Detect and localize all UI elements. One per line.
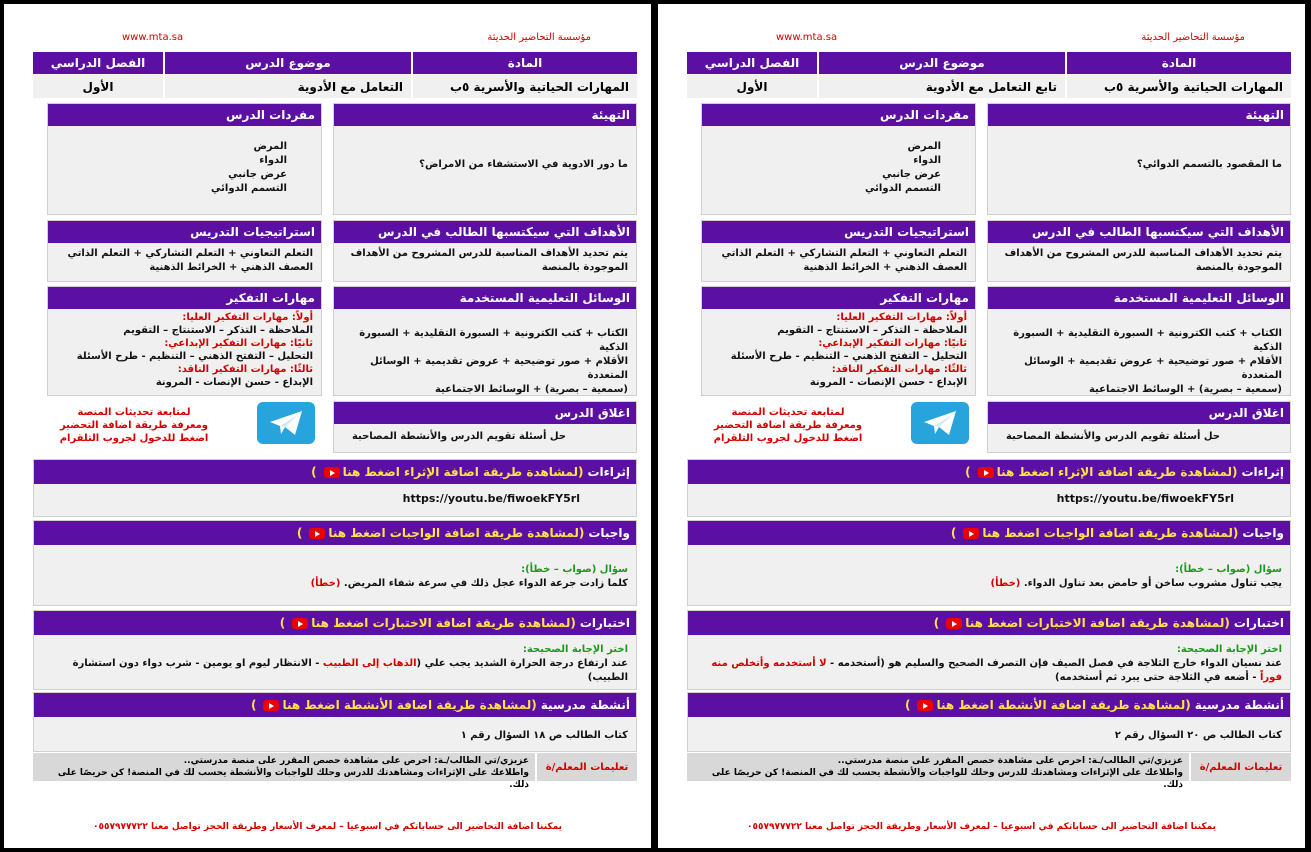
closing-box xyxy=(333,401,637,453)
term-value: الأول xyxy=(687,74,817,98)
tools-box xyxy=(987,286,1291,396)
vocab-item: الدواء xyxy=(259,155,287,166)
thinking-text: الإبداع - حسن الإنصات - المرونة xyxy=(809,377,967,388)
subject-value: المهارات الحياتية والأسرية ٥ب xyxy=(1067,74,1291,98)
thinking-title: مهارات التفكير xyxy=(48,287,321,309)
warmup-text: ما دور الادوية في الاستشفاء من الامراض؟ xyxy=(419,159,628,170)
closing-text: حل أسئلة تقويم الدرس والأنشطة المصاحبة xyxy=(351,431,566,442)
telegram-icon[interactable] xyxy=(911,402,969,444)
vocab-box xyxy=(47,103,322,215)
tests-question-a: عند نسيان الدواء خارج الثلاجة في فصل الصيف فإن التصرف الصحيح والسليم هو (أستخدمه - xyxy=(826,658,1282,669)
thinking-box xyxy=(47,286,322,396)
tests-title: اختبارات xyxy=(1233,616,1284,630)
thinking-text: التحليل – التفتح الذهني – التنظيم - طرح الأسئلة xyxy=(730,351,967,362)
topic-value: تابع التعامل مع الأدوية xyxy=(819,74,1065,98)
warmup-title: التهيئة xyxy=(334,104,636,126)
homework-link-close: ) xyxy=(296,526,303,540)
teacher-notes-line: واطلاعك على الإثراءات ومشاهدتك للدرس وحلك للواجبات والأنشطة يحسب لك في المنصة! كن حريصًا على ذلك. xyxy=(711,768,1183,790)
tools-box xyxy=(333,286,637,396)
telegram-promo[interactable] xyxy=(698,406,878,445)
tools-title: الوسائل التعليمية المستخدمة xyxy=(988,287,1290,309)
objectives-title: الأهداف التي سيكتسبها الطالب في الدرس xyxy=(334,221,636,243)
thinking-heading: ثالثًا: مهارات التفكير الناقد: xyxy=(177,364,313,375)
activities-link-close: ) xyxy=(250,698,257,712)
thinking-heading: أولاً: مهارات التفكير العليا: xyxy=(836,312,967,323)
objectives-text: يتم تحديد الأهداف المناسبة للدرس المشروح من الأهداف الموجودة بالمنصة xyxy=(350,248,628,273)
homework-question: كلما زادت جرعة الدواء عجل ذلك في سرعة شفاء المريض. xyxy=(343,578,628,589)
vocab-item: التسمم الدوائي xyxy=(865,183,941,194)
teacher-notes-line: عزيزي/تي الطالب/ـة: احرص على مشاهدة حصص المقرر على منصة مدرستي.. xyxy=(183,756,529,766)
youtube-icon[interactable] xyxy=(324,467,340,478)
vocab-title: مفردات الدرس xyxy=(702,104,975,126)
tests-title: اختبارات xyxy=(579,616,630,630)
homework-howto-link[interactable]: (لمشاهدة طريقة اضافة الواجبات اضغط هنا xyxy=(328,526,585,540)
homework-answer: (خطأ) xyxy=(310,578,341,589)
tests-question-label: اختر الإجابة الصحيحة: xyxy=(522,644,628,655)
youtube-icon[interactable] xyxy=(917,700,933,711)
strategies-title: استراتيجيات التدريس xyxy=(702,221,975,243)
tests-question-c: - أضعه في الثلاجة حتى يبرد ثم أستخدمه) xyxy=(1055,672,1260,683)
tests-correct-answer: لا أستخدمه وأتخلص منه فوراً xyxy=(711,658,1282,683)
thinking-text: التحليل – التفتح الذهني – التنظيم - طرح الأسئلة xyxy=(76,351,313,362)
strategies-line: العصف الذهني + الخرائط الذهنية xyxy=(803,262,967,273)
objectives-box xyxy=(333,220,637,282)
lesson-meta-table xyxy=(33,52,637,98)
youtube-icon[interactable] xyxy=(978,467,994,478)
strategies-line: التعلم التعاوني + التعلم التشاركي + التعلم الذاتي xyxy=(67,248,313,259)
tools-title: الوسائل التعليمية المستخدمة xyxy=(334,287,636,309)
activities-box xyxy=(687,692,1291,752)
subject-value: المهارات الحياتية والأسرية ٥ب xyxy=(413,74,637,98)
warmup-text: ما المقصود بالتسمم الدوائي؟ xyxy=(1136,159,1282,170)
activities-title: أنشطة مدرسية xyxy=(540,698,630,712)
thinking-heading: ثانيًا: مهارات التفكير الإبداعي: xyxy=(818,338,967,349)
tools-line: الأقلام + صور توضيحية + عروض تقديمية + الوسائل المتعددة xyxy=(1024,356,1282,381)
enrich-howto-link[interactable]: (لمشاهدة طريقة اضافة الإثراء اضغط هنا xyxy=(996,465,1238,479)
homework-question: يجب تناول مشروب ساخن أو حامض بعد تناول الدواء. xyxy=(1023,578,1282,589)
thinking-heading: ثانيًا: مهارات التفكير الإبداعي: xyxy=(164,338,313,349)
activities-box xyxy=(33,692,637,752)
youtube-icon[interactable] xyxy=(309,528,325,539)
lesson-page xyxy=(658,4,1305,848)
teacher-notes-label: تعليمات المعلم/ة xyxy=(1191,753,1291,781)
term-label: الفصل الدراسي xyxy=(33,52,163,74)
warmup-box xyxy=(987,103,1291,215)
promo-line: ومعرفة طريقة اضافة التحضير xyxy=(59,420,209,431)
enrich-title: إثراءات xyxy=(587,465,630,479)
activities-link-close: ) xyxy=(904,698,911,712)
thinking-text: الملاحظة – التذكر – الاستنتاج – التقويم xyxy=(123,325,313,336)
thinking-title: مهارات التفكير xyxy=(702,287,975,309)
enrich-url[interactable]: https://youtu.be/fiwoekFY5rl xyxy=(402,492,580,505)
vocab-item: المرض xyxy=(907,141,941,152)
subject-label: المادة xyxy=(1067,52,1291,74)
tests-box xyxy=(33,610,637,690)
paper-plane-icon xyxy=(269,410,303,436)
promo-line: لمتابعة تحديثات المنصة xyxy=(731,407,845,418)
vocab-item: المرض xyxy=(253,141,287,152)
tools-line: (سمعية – بصرية) + الوسائط الاجتماعية xyxy=(434,384,628,395)
promo-line: اضغط للدخول لجروب التلقرام xyxy=(713,433,863,444)
vocab-item: التسمم الدوائي xyxy=(211,183,287,194)
enrich-url[interactable]: https://youtu.be/fiwoekFY5rl xyxy=(1056,492,1234,505)
activities-text: كتاب الطالب ص ١٨ السؤال رقم ١ xyxy=(460,730,628,741)
homework-question-label: سؤال (صواب – خطأ): xyxy=(521,564,628,575)
strategies-box xyxy=(701,220,976,282)
tools-line: الأقلام + صور توضيحية + عروض تقديمية + الوسائل المتعددة xyxy=(370,356,628,381)
strategies-line: التعلم التعاوني + التعلم التشاركي + التعلم الذاتي xyxy=(721,248,967,259)
enrich-box xyxy=(33,459,637,517)
enrich-box xyxy=(687,459,1291,517)
closing-text: حل أسئلة تقويم الدرس والأنشطة المصاحبة xyxy=(1005,431,1220,442)
tests-box xyxy=(687,610,1291,690)
tests-howto-link[interactable]: (لمشاهدة طريقة اضافة الاختبارات اضغط هنا xyxy=(965,616,1230,630)
activities-title: أنشطة مدرسية xyxy=(1194,698,1284,712)
homework-howto-link[interactable]: (لمشاهدة طريقة اضافة الواجبات اضغط هنا xyxy=(982,526,1239,540)
objectives-text: يتم تحديد الأهداف المناسبة للدرس المشروح من الأهداف الموجودة بالمنصة xyxy=(1004,248,1282,273)
homework-title: واجبات xyxy=(1242,526,1284,540)
youtube-icon[interactable] xyxy=(963,528,979,539)
term-value: الأول xyxy=(33,74,163,98)
homework-box xyxy=(687,520,1291,606)
org-name: مؤسسة التحاضير الحديثة xyxy=(1141,32,1245,43)
teacher-notes-line: واطلاعك على الإثراءات ومشاهدتك للدرس وحلك للواجبات والأنشطة يحسب لك في المنصة! كن حريصًا على ذلك. xyxy=(57,768,529,790)
thinking-heading: ثالثًا: مهارات التفكير الناقد: xyxy=(831,364,967,375)
vocab-box xyxy=(701,103,976,215)
homework-box xyxy=(33,520,637,606)
footer-contact: يمكننا اضافة التحاضير الى حساباتكم في اسبوعيا – لمعرف الأسعار وطريقة الحجز تواصل معنا ٠٥٥٧٩٧٧٧٢٢ xyxy=(746,822,1217,832)
vocab-item: الدواء xyxy=(913,155,941,166)
homework-link-close: ) xyxy=(950,526,957,540)
tests-link-close: ) xyxy=(933,616,940,630)
activities-text: كتاب الطالب ص ٢٠ السؤال رقم ٢ xyxy=(1114,730,1282,741)
telegram-promo[interactable] xyxy=(44,406,224,445)
homework-title: واجبات xyxy=(588,526,630,540)
footer-contact: يمكننا اضافة التحاضير الى حساباتكم في اسبوعيا – لمعرف الأسعار وطريقة الحجز تواصل معنا ٠٥٥٧٩٧٧٧٢٢ xyxy=(92,822,563,832)
warmup-box xyxy=(333,103,637,215)
topic-label: موضوع الدرس xyxy=(819,52,1065,74)
enrich-link-close: ) xyxy=(965,465,971,479)
teacher-notes-label: تعليمات المعلم/ة xyxy=(537,753,637,781)
teacher-notes xyxy=(687,753,1291,790)
tools-line: الكتاب + كتب الكترونية + السبورة التقليدية + السبورة الذكية xyxy=(359,328,628,353)
tools-line: الكتاب + كتب الكترونية + السبورة التقليدية + السبورة الذكية xyxy=(1013,328,1282,353)
teacher-notes xyxy=(33,753,637,790)
strategies-box xyxy=(47,220,322,282)
site-url[interactable]: www.mta.sa xyxy=(776,32,838,43)
site-url[interactable]: www.mta.sa xyxy=(122,32,184,43)
tools-line: (سمعية – بصرية) + الوسائط الاجتماعية xyxy=(1088,384,1282,395)
tests-question-label: اختر الإجابة الصحيحة: xyxy=(1176,644,1282,655)
closing-box xyxy=(987,401,1291,453)
youtube-icon[interactable] xyxy=(263,700,279,711)
youtube-icon[interactable] xyxy=(946,618,962,629)
strategies-title: استراتيجيات التدريس xyxy=(48,221,321,243)
topic-value: التعامل مع الأدوية xyxy=(165,74,411,98)
closing-title: اغلاق الدرس xyxy=(988,402,1290,424)
tests-question-a: عند ارتفاع درجة الحرارة الشديد يجب علي ( xyxy=(416,658,628,669)
activities-howto-link[interactable]: (لمشاهدة طريقة اضافة الأنشطة اضغط هنا xyxy=(282,698,537,712)
objectives-box xyxy=(987,220,1291,282)
warmup-title: التهيئة xyxy=(988,104,1290,126)
promo-line: اضغط للدخول لجروب التلقرام xyxy=(59,433,209,444)
thinking-heading: أولاً: مهارات التفكير العليا: xyxy=(182,312,313,323)
closing-title: اغلاق الدرس xyxy=(334,402,636,424)
telegram-icon[interactable] xyxy=(257,402,315,444)
lesson-meta-table xyxy=(687,52,1291,98)
tests-question-c: - الانتظار ليوم او يومين - شرب دواء دون استشارة الطبيب) xyxy=(72,658,628,683)
vocab-item: عرض جانبي xyxy=(228,169,287,180)
vocab-title: مفردات الدرس xyxy=(48,104,321,126)
tests-howto-link[interactable]: (لمشاهدة طريقة اضافة الاختبارات اضغط هنا xyxy=(311,616,576,630)
teacher-notes-line: عزيزي/تي الطالب/ـة: احرص على مشاهدة حصص المقرر على منصة مدرستي.. xyxy=(837,756,1183,766)
tests-correct-answer: الذهاب إلى الطبيب xyxy=(322,658,417,669)
enrich-howto-link[interactable]: (لمشاهدة طريقة اضافة الإثراء اضغط هنا xyxy=(342,465,584,479)
lesson-page xyxy=(4,4,651,848)
subject-label: المادة xyxy=(413,52,637,74)
thinking-text: الإبداع - حسن الإنصات - المرونة xyxy=(155,377,313,388)
youtube-icon[interactable] xyxy=(292,618,308,629)
homework-answer: (خطأ) xyxy=(990,578,1021,589)
enrich-link-close: ) xyxy=(311,465,317,479)
promo-line: لمتابعة تحديثات المنصة xyxy=(77,407,191,418)
activities-howto-link[interactable]: (لمشاهدة طريقة اضافة الأنشطة اضغط هنا xyxy=(936,698,1191,712)
thinking-box xyxy=(701,286,976,396)
strategies-line: العصف الذهني + الخرائط الذهنية xyxy=(149,262,313,273)
paper-plane-icon xyxy=(923,410,957,436)
enrich-title: إثراءات xyxy=(1241,465,1284,479)
homework-question-label: سؤال (صواب – خطأ): xyxy=(1175,564,1282,575)
topic-label: موضوع الدرس xyxy=(165,52,411,74)
vocab-item: عرض جانبي xyxy=(882,169,941,180)
thinking-text: الملاحظة – التذكر – الاستنتاج – التقويم xyxy=(777,325,967,336)
objectives-title: الأهداف التي سيكتسبها الطالب في الدرس xyxy=(988,221,1290,243)
tests-link-close: ) xyxy=(279,616,286,630)
org-name: مؤسسة التحاضير الحديثة xyxy=(487,32,591,43)
term-label: الفصل الدراسي xyxy=(687,52,817,74)
promo-line: ومعرفة طريقة اضافة التحضير xyxy=(713,420,863,431)
